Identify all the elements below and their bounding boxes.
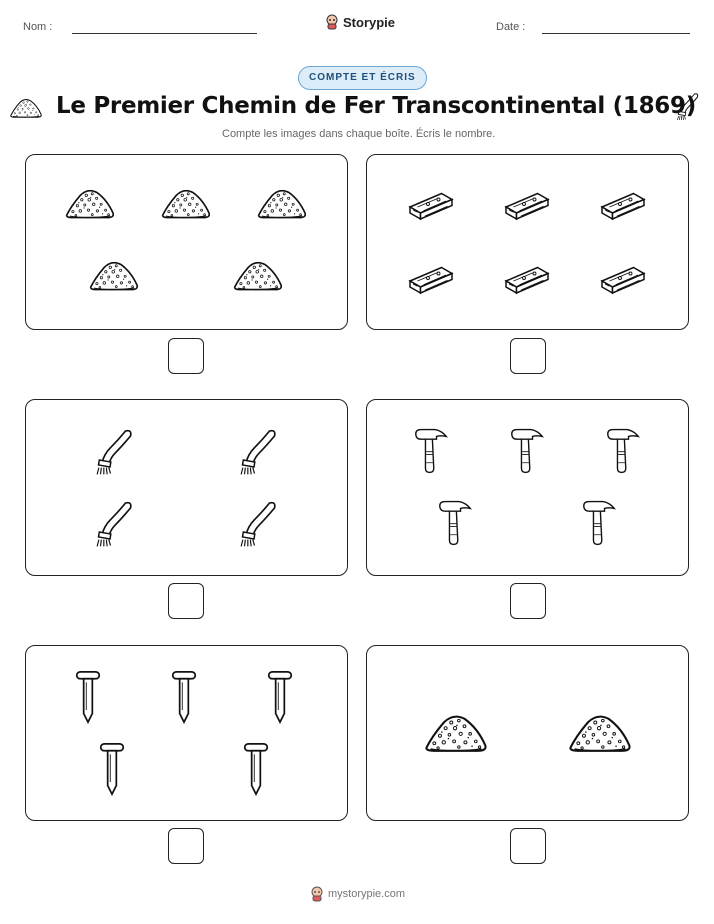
- gravel-pile-icon: [64, 183, 116, 221]
- storypie-logo: [325, 14, 395, 30]
- date-field[interactable]: [542, 33, 690, 34]
- railroad-tie-icon: [599, 187, 647, 221]
- date-label: Date :: [496, 21, 526, 33]
- page-subtitle: Compte les images dans chaque boîte. Écris le nombre.: [222, 128, 496, 140]
- answer-box-6[interactable]: [510, 828, 546, 864]
- hammer-icon: [605, 426, 641, 476]
- hammer-icon: [581, 498, 617, 548]
- answer-box-4[interactable]: [510, 583, 546, 619]
- gravel-pile-icon: [256, 183, 308, 221]
- brand-name: Storypie: [343, 14, 396, 30]
- storypie-mascot-icon: [325, 14, 339, 30]
- activity-badge: COMPTE ET ÉCRIS: [298, 66, 427, 90]
- wire-brush-icon: [234, 426, 280, 476]
- railroad-tie-icon: [503, 187, 551, 221]
- count-box-1: [25, 154, 348, 330]
- gravel-pile-icon: [232, 255, 284, 293]
- name-field[interactable]: [72, 33, 257, 34]
- footer: [310, 886, 405, 902]
- hammer-icon: [509, 426, 545, 476]
- page-title: Le Premier Chemin de Fer Transcontinental (1869): [56, 93, 696, 119]
- answer-box-1[interactable]: [168, 338, 204, 374]
- railroad-spike-icon: [171, 670, 197, 724]
- gravel-pile-icon: [423, 708, 489, 754]
- gravel-pile-icon: [88, 255, 140, 293]
- count-box-4: [366, 399, 689, 576]
- railroad-spike-icon: [267, 670, 293, 724]
- count-box-5: [25, 645, 348, 821]
- count-box-6: [366, 645, 689, 821]
- railroad-tie-icon: [407, 187, 455, 221]
- railroad-spike-icon: [243, 742, 269, 796]
- count-box-2: [366, 154, 689, 330]
- answer-box-2[interactable]: [510, 338, 546, 374]
- gravel-pile-icon: [9, 95, 43, 119]
- railroad-tie-icon: [407, 261, 455, 295]
- storypie-mascot-icon: [310, 886, 324, 902]
- railroad-tie-icon: [599, 261, 647, 295]
- gravel-pile-icon: [567, 708, 633, 754]
- answer-box-5[interactable]: [168, 828, 204, 864]
- railroad-tie-icon: [503, 261, 551, 295]
- railroad-spike-icon: [99, 742, 125, 796]
- wire-brush-icon: [90, 426, 136, 476]
- wire-brush-icon: [90, 498, 136, 548]
- hammer-icon: [413, 426, 449, 476]
- answer-box-3[interactable]: [168, 583, 204, 619]
- count-box-3: [25, 399, 348, 576]
- hammer-icon: [437, 498, 473, 548]
- name-label: Nom :: [23, 21, 53, 33]
- wire-brush-icon: [234, 498, 280, 548]
- railroad-spike-icon: [75, 670, 101, 724]
- gravel-pile-icon: [160, 183, 212, 221]
- footer-url[interactable]: mystorypie.com: [328, 888, 406, 900]
